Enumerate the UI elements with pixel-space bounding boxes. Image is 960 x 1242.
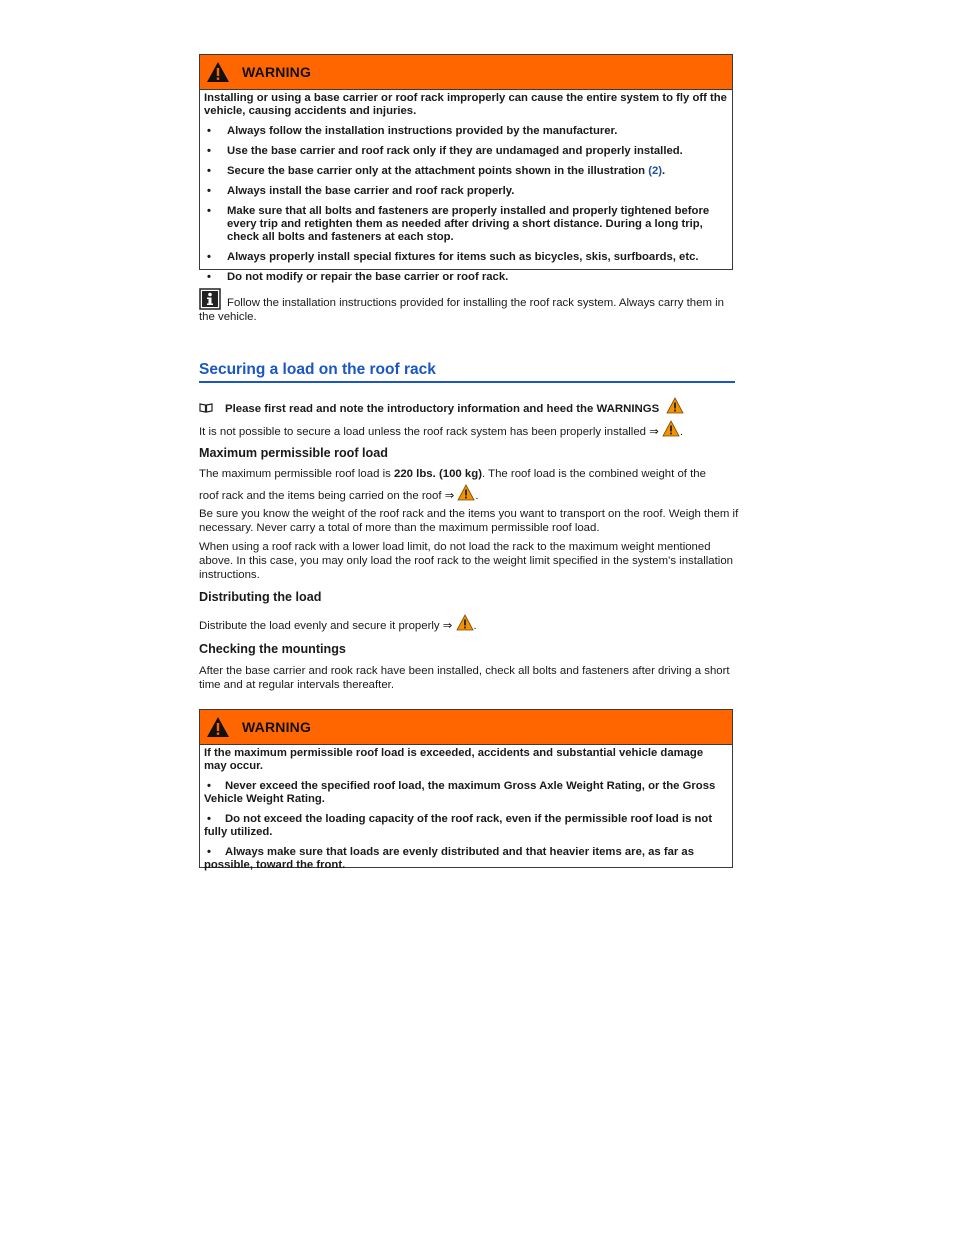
warning-item: • Do not exceed the loading capacity of the roof rack, even if the permissible roof load is not fully utilized. <box>204 813 728 839</box>
warning-item: • Use the base carrier and roof rack only if they are undamaged and properly installed. <box>204 145 728 158</box>
warning-item: • Always follow the installation instructions provided by the manufacturer. <box>204 125 728 138</box>
arrow-glyph: ⇒ <box>444 490 455 502</box>
max-load-p1-line1 <box>199 467 739 481</box>
warning-item: • Secure the base carrier only at the attachment points shown in the illustration (2). <box>204 165 728 178</box>
arrow-glyph: ⇒ <box>649 426 659 438</box>
note-text: Follow the installation instructions provided for installing the roof rack system. Always carry them in the vehicle. <box>199 297 724 323</box>
max-load-value: 220 lbs. (100 kg) <box>393 468 482 480</box>
install-paragraph: It is not possible to secure a load unless the roof rack system has been properly installed ⇒ . <box>199 420 739 439</box>
section-heading: Securing a load on the roof rack <box>199 361 735 383</box>
subheading-distribute: Distributing the load <box>199 590 322 604</box>
warning-item: • Always make sure that loads are evenly distributed and that heavier items are, as far as possible, toward the front. <box>204 846 728 872</box>
distribute-text: Distribute the load evenly and secure it properly <box>199 620 440 632</box>
warning-ref-icon[interactable] <box>456 614 474 631</box>
warning-ref-icon[interactable] <box>666 397 684 414</box>
warning-title: WARNING <box>242 719 312 735</box>
distribute-paragraph: Distribute the load evenly and secure it properly ⇒ . <box>199 614 739 633</box>
intro-text: Please first read and note the introductory information and heed the WARNINGS <box>225 403 660 415</box>
illustration-link[interactable]: (2) <box>648 165 663 177</box>
subheading-max-load: Maximum permissible roof load <box>199 446 388 460</box>
warning-header <box>200 710 732 745</box>
warning-title: WARNING <box>242 64 312 80</box>
warning-item: • Always install the base carrier and roof rack properly. <box>204 185 728 198</box>
warning-item: • Do not modify or repair the base carrier or roof rack. <box>204 271 728 284</box>
info-icon <box>199 288 221 310</box>
warning-ref-icon[interactable] <box>457 484 475 501</box>
book-icon <box>199 402 213 413</box>
warning-body <box>200 745 732 876</box>
warning-item-text: Secure the base carrier only at the attachment points shown in the illustration <box>227 165 646 177</box>
section-intro <box>199 397 739 416</box>
warning-body <box>200 90 732 288</box>
subheading-mountings: Checking the mountings <box>199 642 346 656</box>
warning-intro: Installing or using a base carrier or roof rack improperly can cause the entire system to fly off the vehicle, causing accidents and injuries. <box>204 92 727 117</box>
warning-item: • Never exceed the specified roof load, the maximum Gross Axle Weight Rating, or the Gross Vehicle Weight Rating. <box>204 780 728 806</box>
max-load-p1-line2: roof rack and the items being carried on the roof ⇒ . <box>199 484 739 503</box>
max-load-p2: Be sure you know the weight of the roof rack and the items you want to transport on the roof. Weigh them if necessary. Never carry a total of more than the maximum permissible roof load. <box>199 508 739 534</box>
info-note <box>199 288 739 324</box>
max-load-text-b: . The roof load is the combined weight of the <box>482 468 706 480</box>
install-text: It is not possible to secure a load unless the roof rack system has been properly installed <box>199 426 647 438</box>
warning-triangle-icon <box>206 61 230 83</box>
warning-box-load <box>199 709 733 871</box>
max-load-p3: When using a roof rack with a lower load limit, do not load the rack to the maximum weight mentioned above. In this case, you may only load the roof rack to the weight limit specified in the system's installation instructions. <box>199 541 734 581</box>
warning-header <box>200 55 732 90</box>
mountings-paragraph: After the base carrier and rook rack have been installed, check all bolts and fasteners after driving a short time and at regular intervals thereafter. <box>199 665 730 691</box>
warning-triangle-icon <box>206 716 230 738</box>
warning-intro: If the maximum permissible roof load is exceeded, accidents and substantial vehicle damage may occur. <box>204 747 704 772</box>
warning-ref-icon[interactable] <box>662 420 680 437</box>
warning-item: • Make sure that all bolts and fasteners are properly installed and properly tightened before every trip and retighten them as needed after driving a short distance. During a long trip, check all bolts and fasteners at each stop. <box>204 205 728 244</box>
warning-item: • Always properly install special fixtures for items such as bicycles, skis, surfboards, etc. <box>204 251 728 264</box>
max-load-text-c: roof rack and the items being carried on the roof <box>199 490 442 502</box>
warning-box-install <box>199 54 733 283</box>
arrow-glyph: ⇒ <box>442 620 453 632</box>
max-load-text-a: The maximum permissible roof load is <box>199 468 391 480</box>
